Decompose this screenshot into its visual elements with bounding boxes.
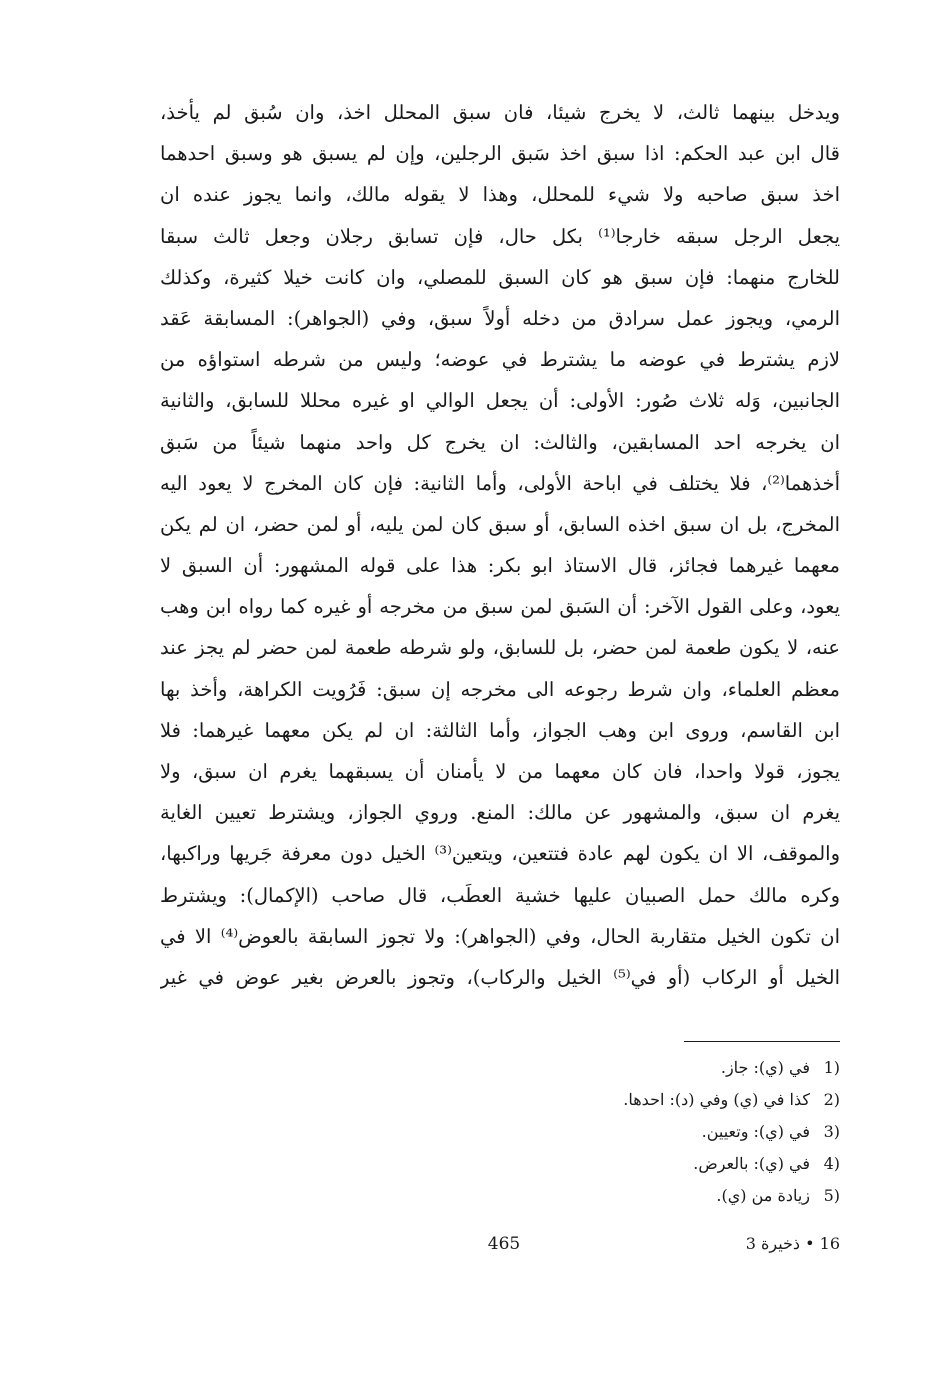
text-line: عنه، لا يكون طعمة لمن حضر، بل للسابق، ولو شرطه طعمة لمن حضر لم يجز عند [160, 636, 840, 660]
text-line: معظم العلماء، وان شرط رجوعه الى مخرجه إن سبق: فَرُويت الكراهة، وأخذ بها [160, 677, 840, 701]
text-line: للخارج منهما: فإن سبق هو كان السبق للمصلي، وان كانت خيلا كثيرة، وكذلك [160, 265, 840, 289]
text-line: المخرج، بل ان سبق اخذه السابق، أو سبق كان لمن يليه، أو لمن حضر، ان لم يكن [160, 512, 840, 536]
footnote-item [400, 1148, 840, 1180]
text-line: الرمي، ويجوز عمل سرادق من دخله أولاً سبق، وفي (الجواهر): المسابقة عَقد [160, 306, 840, 330]
text-line: ابن القاسم، وروى ابن وهب الجواز، وأما الثالثة: ان لم يكن معهما غيرهما: فلا [160, 718, 840, 742]
text-line: ويدخل بينهما ثالث، لا يخرج شيئا، فان سبق المحلل اخذ، وان سُبق لم يأخذ، [160, 101, 840, 124]
text-line: يجوز، قولا واحدا، فان كان معهما من لا يأمنان أن يسبقهما يغرم ان سبق، ولا [160, 760, 840, 783]
footnote-divider [684, 1041, 840, 1042]
footnote-item [400, 1180, 840, 1212]
footnote-item [400, 1084, 840, 1116]
footnote-item [400, 1052, 840, 1084]
footnote-number: 4) [823, 1154, 840, 1173]
text-line: يعود، وعلى القول الآخر: أن السَبق لمن سبق من مخرجه أو غيره كما رواه ابن وهب [160, 595, 840, 619]
text-line: والموقف، الا ان يكون لهم عادة فتتعين، ويتعين⁽³⁾ الخيل دون معرفة جَريها وراكبها، [160, 842, 840, 866]
footnote-text: زيادة من (ي). [716, 1186, 810, 1205]
footnote-item [400, 1116, 840, 1148]
footnote-text: كذا في (ي) وفي (د): احدها. [623, 1090, 810, 1109]
main-text-block [160, 92, 840, 998]
text-line: لازم يشترط في عوضه ما يشترط في عوضه؛ وليس من شرطه استواؤه من [160, 348, 840, 372]
footnote-number: 5) [823, 1186, 840, 1205]
text-line: وكره مالك حمل الصبيان عليها خشية العطَب، قال صاحب (الإكمال): ويشترط [160, 883, 840, 907]
text-line: ان يخرجه احد المسابقين، والثالث: ان يخرج كل واحد منهما شيئاً من سَبق [160, 430, 840, 454]
text-line: ان تكون الخيل متقاربة الحال، وفي (الجواهر): ولا تجوز السابقة بالعوض⁽⁴⁾ الا في [160, 924, 840, 948]
text-line: اخذ سبق صاحبه ولا شيء للمحلل، وهذا لا يقوله مالك، وانما يجوز عنده ان [160, 183, 840, 207]
text-line: يجعل الرجل سبقه خارجا⁽¹⁾ بكل حال، فإن تسابق رجلان وجعل ثالث سبقا [160, 224, 840, 248]
text-line: معهما غيرهما فجائز، قال الاستاذ ابو بكر: هذا على قوله المشهور: أن السبق لا [160, 554, 840, 578]
text-line: قال ابن عبد الحكم: اذا سبق اخذ سَبق الرجلين، وإن لم يسبق هو وسبق احدهما [160, 142, 840, 166]
footnote-number: 1) [823, 1058, 840, 1077]
text-line: الخيل أو الركاب (أو في⁽⁵⁾ الخيل والركاب)، وتجوز بالعرض بغير عوض في غير [160, 965, 840, 989]
footnote-text: في (ي): وتعيين. [701, 1122, 810, 1141]
footnote-text: في (ي): بالعرض. [693, 1154, 810, 1173]
text-line: أخذهما⁽²⁾، فلا يختلف في اباحة الأولى، وأما الثانية: فإن كان المخرج لا يعود اليه [160, 471, 840, 495]
text-line: الجانبين، وَله ثلاث صُور: الأولى: أن يجعل الوالي او غيره محللا للسابق، والثانية [160, 389, 840, 413]
page-number: 465 [487, 1234, 521, 1254]
footnotes [400, 1052, 840, 1212]
footnote-number: 2) [823, 1090, 840, 1109]
footnote-number: 3) [823, 1122, 840, 1141]
footnote-text: في (ي): جاز. [720, 1058, 810, 1077]
printer-signature: 16 • ذخيرة 3 [745, 1234, 840, 1253]
text-line: يغرم ان سبق، والمشهور عن مالك: المنع. وروي الجواز، ويشترط تعيين الغاية [160, 801, 840, 825]
